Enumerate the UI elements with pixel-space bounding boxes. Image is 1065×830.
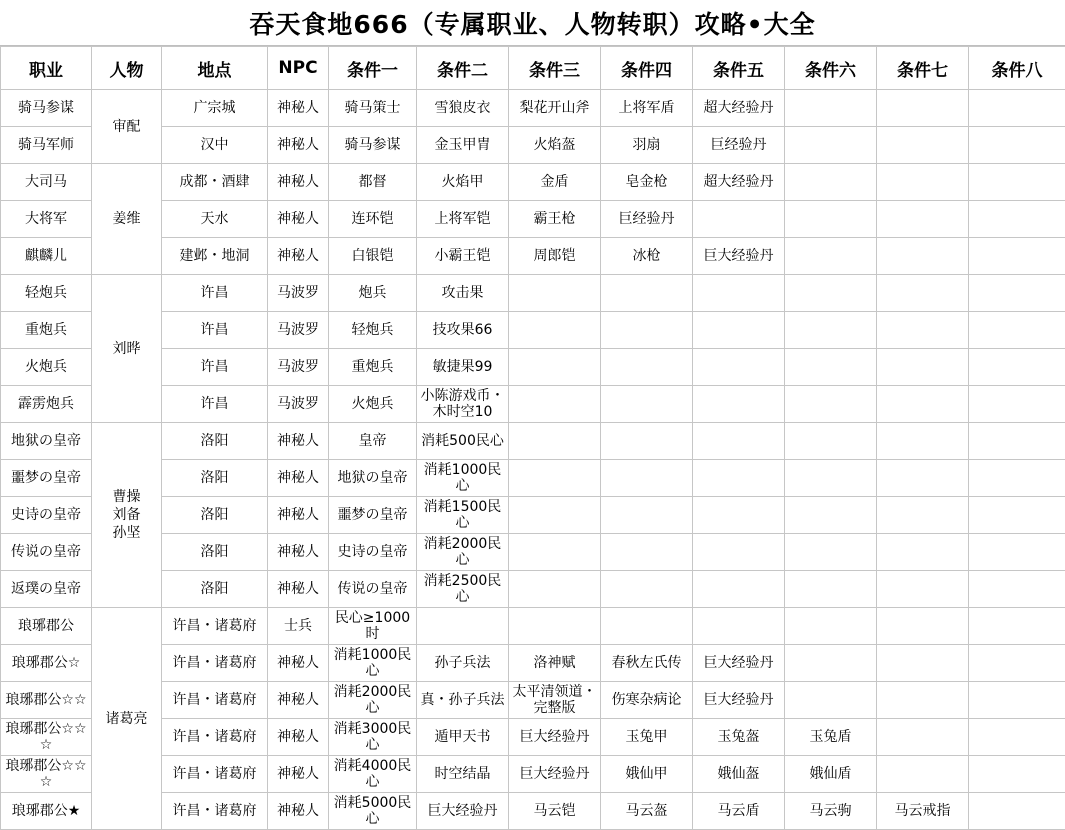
- condition-cell: 技攻果66: [417, 312, 509, 349]
- npc-cell: 神秘人: [268, 682, 329, 719]
- npc-cell: 神秘人: [268, 201, 329, 238]
- condition-cell: 小霸王铠: [417, 238, 509, 275]
- condition-cell: [693, 201, 785, 238]
- condition-cell: [877, 460, 969, 497]
- npc-cell: 马波罗: [268, 349, 329, 386]
- table-row: [1, 608, 1065, 645]
- condition-cell: 金玉甲胄: [417, 127, 509, 164]
- condition-cell: [785, 238, 877, 275]
- condition-cell: 雪狼皮衣: [417, 90, 509, 127]
- location-cell: 许昌・诸葛府: [162, 756, 268, 793]
- page-title: 吞天食地666（专属职业、人物转职）攻略•大全: [0, 0, 1065, 46]
- location-cell: 许昌・诸葛府: [162, 645, 268, 682]
- condition-cell: 巨大经验丹: [509, 756, 601, 793]
- condition-cell: 梨花开山斧: [509, 90, 601, 127]
- condition-cell: 消耗4000民心: [329, 756, 417, 793]
- condition-cell: [877, 608, 969, 645]
- header-cell-cond3: 条件三: [509, 47, 601, 90]
- condition-cell: 重炮兵: [329, 349, 417, 386]
- header-cell-cond7: 条件七: [877, 47, 969, 90]
- condition-cell: [785, 312, 877, 349]
- location-cell: 洛阳: [162, 423, 268, 460]
- condition-cell: 小陈游戏币・木时空10: [417, 386, 509, 423]
- condition-cell: [785, 423, 877, 460]
- job-cell: 地狱の皇帝: [1, 423, 92, 460]
- condition-cell: [509, 497, 601, 534]
- condition-cell: 消耗1000民心: [417, 460, 509, 497]
- condition-cell: 马云戒指: [877, 793, 969, 830]
- condition-cell: [509, 608, 601, 645]
- condition-cell: [693, 423, 785, 460]
- location-cell: 洛阳: [162, 460, 268, 497]
- condition-cell: [693, 534, 785, 571]
- job-cell: 重炮兵: [1, 312, 92, 349]
- job-cell: 轻炮兵: [1, 275, 92, 312]
- condition-cell: [509, 460, 601, 497]
- condition-cell: [601, 349, 693, 386]
- condition-cell: [877, 571, 969, 608]
- condition-cell: [785, 90, 877, 127]
- condition-cell: [969, 571, 1065, 608]
- condition-cell: 消耗2500民心: [417, 571, 509, 608]
- condition-cell: [601, 423, 693, 460]
- job-cell: 骑马参谋: [1, 90, 92, 127]
- location-cell: 洛阳: [162, 497, 268, 534]
- condition-cell: 洛神赋: [509, 645, 601, 682]
- npc-cell: 神秘人: [268, 238, 329, 275]
- condition-cell: [969, 201, 1065, 238]
- condition-cell: 春秋左氏传: [601, 645, 693, 682]
- condition-cell: [601, 386, 693, 423]
- condition-cell: 玉兔盔: [693, 719, 785, 756]
- condition-cell: 上将军铠: [417, 201, 509, 238]
- npc-cell: 神秘人: [268, 719, 329, 756]
- table-row: [1, 164, 1065, 201]
- condition-cell: [969, 90, 1065, 127]
- condition-cell: [969, 534, 1065, 571]
- condition-cell: [877, 201, 969, 238]
- condition-cell: [509, 571, 601, 608]
- condition-cell: 时空结晶: [417, 756, 509, 793]
- condition-cell: [509, 423, 601, 460]
- condition-cell: [785, 682, 877, 719]
- job-cell: 琅琊郡公☆: [1, 645, 92, 682]
- condition-cell: 娥仙盔: [693, 756, 785, 793]
- location-cell: 洛阳: [162, 571, 268, 608]
- header-cell-cond6: 条件六: [785, 47, 877, 90]
- header-cell-job: 职业: [1, 47, 92, 90]
- condition-cell: 冰枪: [601, 238, 693, 275]
- person-cell: 姜维: [92, 164, 162, 275]
- npc-cell: 士兵: [268, 608, 329, 645]
- condition-cell: [509, 275, 601, 312]
- condition-cell: [969, 645, 1065, 682]
- condition-cell: [969, 756, 1065, 793]
- header-cell-cond4: 条件四: [601, 47, 693, 90]
- npc-cell: 神秘人: [268, 571, 329, 608]
- person-cell: 诸葛亮: [92, 608, 162, 830]
- condition-cell: 马云盾: [693, 793, 785, 830]
- condition-cell: 巨大经验丹: [693, 238, 785, 275]
- job-cell: 琅琊郡公☆☆: [1, 682, 92, 719]
- condition-cell: 孙子兵法: [417, 645, 509, 682]
- table-row: [1, 90, 1065, 127]
- location-cell: 许昌: [162, 275, 268, 312]
- condition-cell: [417, 608, 509, 645]
- condition-cell: [509, 534, 601, 571]
- condition-cell: [785, 645, 877, 682]
- condition-cell: [969, 127, 1065, 164]
- condition-cell: [693, 349, 785, 386]
- location-cell: 许昌: [162, 312, 268, 349]
- condition-cell: [693, 460, 785, 497]
- condition-cell: 上将军盾: [601, 90, 693, 127]
- condition-cell: 周郎铠: [509, 238, 601, 275]
- location-cell: 许昌: [162, 349, 268, 386]
- condition-cell: [969, 719, 1065, 756]
- location-cell: 许昌: [162, 386, 268, 423]
- condition-cell: 敏捷果99: [417, 349, 509, 386]
- condition-cell: 消耗500民心: [417, 423, 509, 460]
- table-row: [1, 423, 1065, 460]
- npc-cell: 神秘人: [268, 534, 329, 571]
- condition-cell: 骑马参谋: [329, 127, 417, 164]
- condition-cell: [877, 349, 969, 386]
- condition-cell: 羽扇: [601, 127, 693, 164]
- npc-cell: 马波罗: [268, 312, 329, 349]
- condition-cell: [785, 127, 877, 164]
- condition-cell: 民心≥1000时: [329, 608, 417, 645]
- condition-cell: [785, 608, 877, 645]
- condition-cell: [969, 275, 1065, 312]
- condition-cell: [601, 460, 693, 497]
- condition-cell: [877, 534, 969, 571]
- person-cell: 曹操刘备孙坚: [92, 423, 162, 608]
- condition-cell: [969, 608, 1065, 645]
- condition-cell: [877, 312, 969, 349]
- condition-cell: [693, 275, 785, 312]
- condition-cell: 金盾: [509, 164, 601, 201]
- npc-cell: 神秘人: [268, 423, 329, 460]
- job-cell: 骑马军师: [1, 127, 92, 164]
- condition-cell: 超大经验丹: [693, 90, 785, 127]
- condition-cell: [877, 90, 969, 127]
- header-cell-person: 人物: [92, 47, 162, 90]
- npc-cell: 马波罗: [268, 275, 329, 312]
- condition-cell: [969, 460, 1065, 497]
- job-cell: 琅琊郡公☆☆☆: [1, 756, 92, 793]
- condition-cell: [601, 312, 693, 349]
- job-change-table: [0, 46, 1065, 830]
- job-cell: 返璞の皇帝: [1, 571, 92, 608]
- condition-cell: 连环铠: [329, 201, 417, 238]
- npc-cell: 神秘人: [268, 127, 329, 164]
- condition-cell: 白银铠: [329, 238, 417, 275]
- condition-cell: 巨经验丹: [693, 127, 785, 164]
- condition-cell: 玉兔盾: [785, 719, 877, 756]
- condition-cell: 马云铠: [509, 793, 601, 830]
- person-cell: 刘晔: [92, 275, 162, 423]
- npc-cell: 神秘人: [268, 793, 329, 830]
- condition-cell: [877, 423, 969, 460]
- condition-cell: 噩梦の皇帝: [329, 497, 417, 534]
- condition-cell: 消耗2000民心: [417, 534, 509, 571]
- condition-cell: 消耗3000民心: [329, 719, 417, 756]
- condition-cell: [509, 386, 601, 423]
- condition-cell: [969, 386, 1065, 423]
- location-cell: 天水: [162, 201, 268, 238]
- condition-cell: [601, 275, 693, 312]
- condition-cell: 巨大经验丹: [417, 793, 509, 830]
- condition-cell: [877, 682, 969, 719]
- condition-cell: [601, 497, 693, 534]
- condition-cell: 攻击果: [417, 275, 509, 312]
- condition-cell: [785, 571, 877, 608]
- condition-cell: 消耗1500民心: [417, 497, 509, 534]
- person-cell: 审配: [92, 90, 162, 164]
- condition-cell: 娥仙甲: [601, 756, 693, 793]
- condition-cell: 真・孙子兵法: [417, 682, 509, 719]
- job-cell: 噩梦の皇帝: [1, 460, 92, 497]
- condition-cell: 消耗1000民心: [329, 645, 417, 682]
- header-row: [1, 47, 1065, 90]
- job-cell: 琅琊郡公: [1, 608, 92, 645]
- condition-cell: [785, 460, 877, 497]
- job-cell: 史诗の皇帝: [1, 497, 92, 534]
- location-cell: 许昌・诸葛府: [162, 608, 268, 645]
- condition-cell: [601, 571, 693, 608]
- npc-cell: 马波罗: [268, 386, 329, 423]
- condition-cell: 玉兔甲: [601, 719, 693, 756]
- condition-cell: [785, 275, 877, 312]
- condition-cell: 马云驹: [785, 793, 877, 830]
- condition-cell: [969, 349, 1065, 386]
- condition-cell: [877, 756, 969, 793]
- location-cell: 成都・酒肆: [162, 164, 268, 201]
- condition-cell: 地狱の皇帝: [329, 460, 417, 497]
- condition-cell: 皂金枪: [601, 164, 693, 201]
- condition-cell: 火焰盔: [509, 127, 601, 164]
- condition-cell: [877, 164, 969, 201]
- npc-cell: 神秘人: [268, 164, 329, 201]
- job-cell: 大将军: [1, 201, 92, 238]
- condition-cell: [693, 608, 785, 645]
- location-cell: 洛阳: [162, 534, 268, 571]
- condition-cell: 轻炮兵: [329, 312, 417, 349]
- table-body: [1, 90, 1065, 830]
- job-cell: 大司马: [1, 164, 92, 201]
- condition-cell: [693, 571, 785, 608]
- condition-cell: [877, 719, 969, 756]
- condition-cell: 消耗5000民心: [329, 793, 417, 830]
- condition-cell: 史诗の皇帝: [329, 534, 417, 571]
- condition-cell: [785, 349, 877, 386]
- condition-cell: 遁甲天书: [417, 719, 509, 756]
- job-cell: 琅琊郡公★: [1, 793, 92, 830]
- location-cell: 许昌・诸葛府: [162, 719, 268, 756]
- condition-cell: [969, 164, 1065, 201]
- location-cell: 汉中: [162, 127, 268, 164]
- condition-cell: 巨大经验丹: [693, 682, 785, 719]
- condition-cell: 火炮兵: [329, 386, 417, 423]
- condition-cell: 都督: [329, 164, 417, 201]
- location-cell: 建邺・地洞: [162, 238, 268, 275]
- condition-cell: 马云盔: [601, 793, 693, 830]
- condition-cell: 传说の皇帝: [329, 571, 417, 608]
- condition-cell: [601, 534, 693, 571]
- condition-cell: [509, 349, 601, 386]
- job-cell: 火炮兵: [1, 349, 92, 386]
- header-cell-cond1: 条件一: [329, 47, 417, 90]
- condition-cell: [877, 497, 969, 534]
- header-cell-cond5: 条件五: [693, 47, 785, 90]
- table-row: [1, 275, 1065, 312]
- location-cell: 广宗城: [162, 90, 268, 127]
- condition-cell: [969, 497, 1065, 534]
- location-cell: 许昌・诸葛府: [162, 793, 268, 830]
- header-cell-npc: NPC: [268, 47, 329, 90]
- npc-cell: 神秘人: [268, 497, 329, 534]
- condition-cell: [877, 386, 969, 423]
- job-cell: 麒麟儿: [1, 238, 92, 275]
- npc-cell: 神秘人: [268, 756, 329, 793]
- condition-cell: [785, 534, 877, 571]
- condition-cell: 霸王枪: [509, 201, 601, 238]
- job-cell: 霹雳炮兵: [1, 386, 92, 423]
- condition-cell: 消耗2000民心: [329, 682, 417, 719]
- condition-cell: [693, 312, 785, 349]
- condition-cell: 伤寒杂病论: [601, 682, 693, 719]
- header-cell-cond2: 条件二: [417, 47, 509, 90]
- npc-cell: 神秘人: [268, 645, 329, 682]
- condition-cell: [969, 682, 1065, 719]
- condition-cell: 骑马策士: [329, 90, 417, 127]
- condition-cell: [785, 497, 877, 534]
- condition-cell: [601, 608, 693, 645]
- condition-cell: [877, 645, 969, 682]
- job-cell: 琅琊郡公☆☆☆: [1, 719, 92, 756]
- header-cell-location: 地点: [162, 47, 268, 90]
- location-cell: 许昌・诸葛府: [162, 682, 268, 719]
- npc-cell: 神秘人: [268, 460, 329, 497]
- condition-cell: [969, 238, 1065, 275]
- condition-cell: [693, 386, 785, 423]
- condition-cell: [877, 127, 969, 164]
- header-cell-cond8: 条件八: [969, 47, 1065, 90]
- condition-cell: 火焰甲: [417, 164, 509, 201]
- npc-cell: 神秘人: [268, 90, 329, 127]
- job-cell: 传说の皇帝: [1, 534, 92, 571]
- condition-cell: 巨经验丹: [601, 201, 693, 238]
- condition-cell: [969, 793, 1065, 830]
- condition-cell: [785, 201, 877, 238]
- condition-cell: 超大经验丹: [693, 164, 785, 201]
- condition-cell: [969, 312, 1065, 349]
- condition-cell: 巨大经验丹: [509, 719, 601, 756]
- condition-cell: [785, 164, 877, 201]
- condition-cell: 炮兵: [329, 275, 417, 312]
- condition-cell: 巨大经验丹: [693, 645, 785, 682]
- condition-cell: 娥仙盾: [785, 756, 877, 793]
- condition-cell: [509, 312, 601, 349]
- condition-cell: [785, 386, 877, 423]
- condition-cell: [693, 497, 785, 534]
- condition-cell: [877, 238, 969, 275]
- condition-cell: [877, 275, 969, 312]
- condition-cell: 皇帝: [329, 423, 417, 460]
- condition-cell: [969, 423, 1065, 460]
- condition-cell: 太平清领道・完整版: [509, 682, 601, 719]
